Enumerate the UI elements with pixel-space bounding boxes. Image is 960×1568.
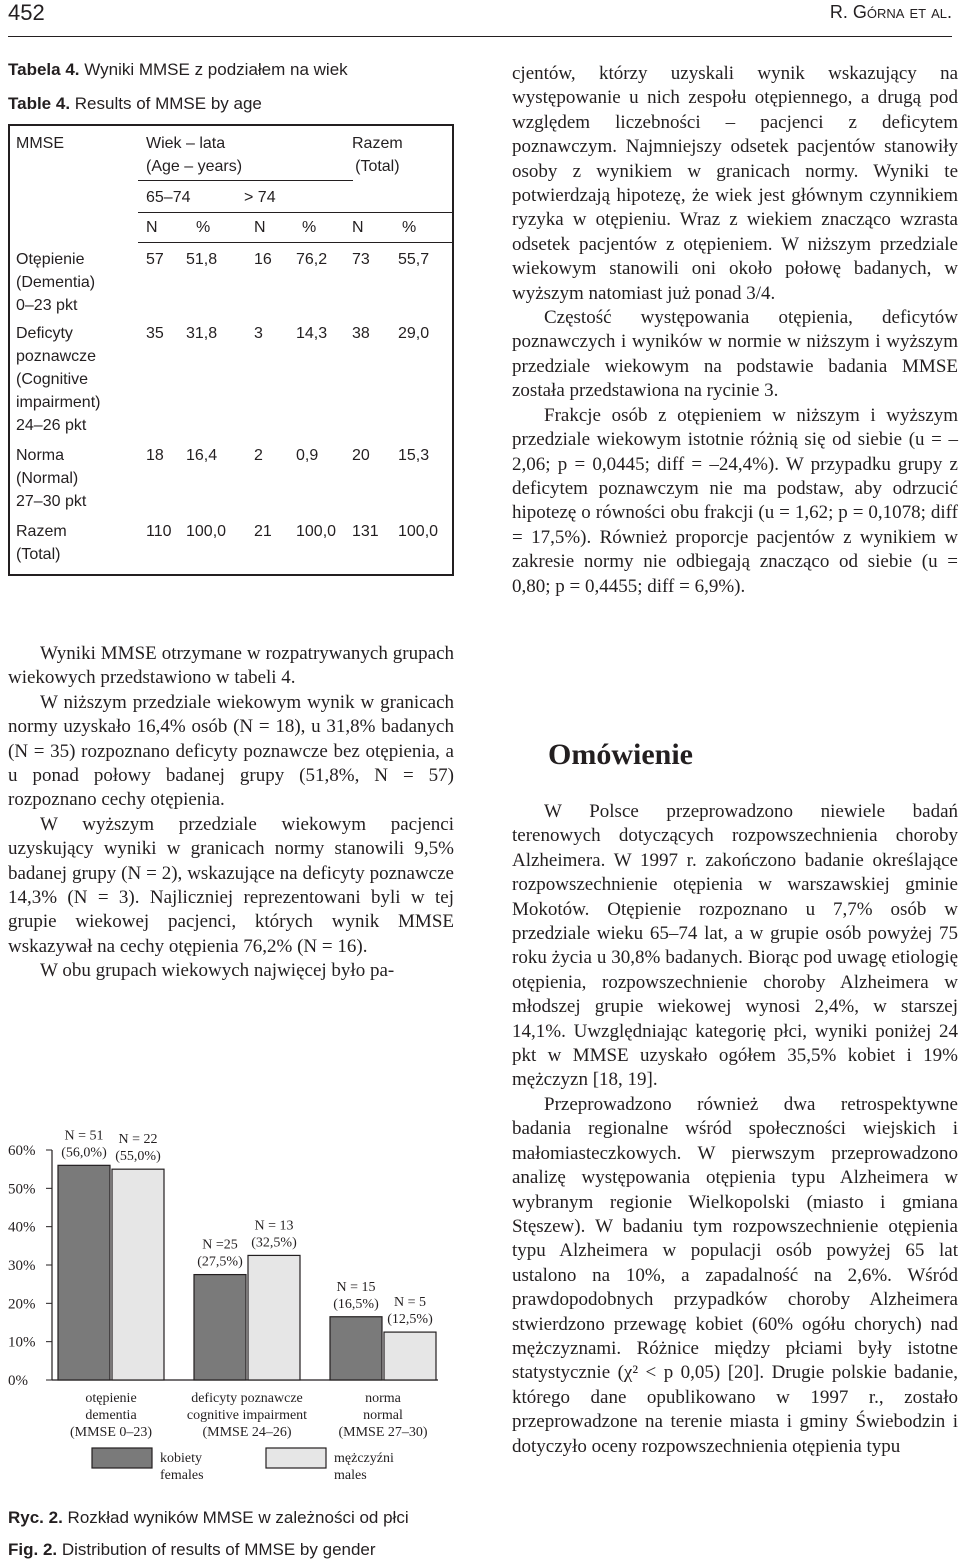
col-header-mmse: MMSE xyxy=(16,135,64,152)
bar xyxy=(194,1275,246,1380)
table-label-en: Table 4. xyxy=(8,94,71,113)
table-label-pl: Tabela 4. xyxy=(8,60,80,79)
table-cell: 131 xyxy=(352,523,379,540)
x-category-label: otępienie dementia (MMSE 0–23) xyxy=(69,1391,153,1440)
figure-label-pl: Ryc. 2. xyxy=(8,1508,63,1527)
table-cell: 100,0 xyxy=(296,523,337,540)
bar-data-label: N = 15 (16,5%) xyxy=(333,1279,379,1312)
table-cell: 76,2 xyxy=(296,251,328,268)
left-column-text xyxy=(8,642,454,984)
paragraph: Częstość występowania otępienia, deficytów poznawczych i wyników w normie w niższym i wyższym przedziale wiekowym na podstawie badania MMSE została przedstawiona na rycinie 3. xyxy=(512,307,958,402)
table-cell: 3 xyxy=(254,325,263,342)
bar xyxy=(58,1165,110,1380)
bar xyxy=(248,1255,300,1380)
right-column-text-1 xyxy=(512,62,958,599)
bar-data-label: N = 5 (12,5%) xyxy=(387,1295,433,1328)
y-tick-label: 30% xyxy=(8,1258,36,1274)
table-cell: 2 xyxy=(254,447,263,464)
paragraph: W niższym przedziale wiekowym wynik w granicach normy uzyskało 16,4% osób (N = 18), u 31,8% badanych (N = 35) rozpoznano deficyty poznawcze bez otępienia, a u ponad połowy badanej grupy (51,8%, N = 57) rozpoznano cechy otępienia. xyxy=(8,691,454,811)
paragraph: Frakcje osób z otępieniem w niższym i wyższym przedziale wiekowym istotnie różnią się od siebie (u = –2,06; p = 0,0445; diff = –24,4%). W przypadku grupy z deficytem poznawczym nie ma podstaw, aby odrzucić hipotezę o równości obu frakcji (u = 1,62; p = 0,1078; diff = 17,5%). Również proporcje pacjentów z wynikiem w zakresie normy nie odbiegają znacząco od siebie (u = 0,80; p = 0,4455; diff = 6,9%). xyxy=(512,404,958,597)
header-rule-2 xyxy=(138,212,453,213)
table-cell: 110 xyxy=(146,523,172,540)
table-title-pl: Wyniki MMSE z podziałem na wiek xyxy=(84,60,348,79)
bar-data-label: N = 51 (56,0%) xyxy=(61,1128,107,1161)
legend-label: mężczyźni males xyxy=(334,1451,394,1483)
table-cell: 100,0 xyxy=(398,523,439,540)
figure-title-pl: Rozkład wyników MMSE w zależności od płci xyxy=(67,1508,409,1527)
table-cell: 51,8 xyxy=(186,251,218,268)
header-rule-1 xyxy=(138,180,353,181)
figure-caption-pl xyxy=(8,1508,409,1528)
table-cell: 31,8 xyxy=(186,325,218,342)
paragraph: Przeprowadzono również dwa retrospektywne badania regionalne wśród społeczności wiejskich i małomiasteczkowych. W pierwszym przeprowadzono analizę występowania otępienia typu Alzheimera w wybranym regionie Wielkopolski (miasto i gmiana Stęszew). W badaniu tym rozpowszechnienie otępienia typu Alzheimera w populacji osób powyżej 65 lat ustalono na 10%, a zapadalność na 2,6%. Wśród prawdopodobnych przypadków choroby Alzheimera stwierdzono przewagę kobiet (60% ogółu chorych) nad mężczyznami. Różnice między płciami były istotne statystycznie (χ² < p 0,05) [20]. Drugie polskie badanie, którego dane opublikowano w 1997 r., zostało przeprowadzone na terenie miasta i gminy Świebodzin i dotyczyło oceny rozpowszechnienia otępienia typu xyxy=(512,1093,958,1457)
bar-data-label: N =25 (27,5%) xyxy=(197,1237,243,1270)
table-cell: 21 xyxy=(254,523,272,540)
sub-header: N xyxy=(352,219,364,236)
table-cell: 35 xyxy=(146,325,164,342)
table-cell: 100,0 xyxy=(186,523,227,540)
col-header-age: Wiek – lata (Age – years) xyxy=(146,135,243,175)
figure-title-en: Distribution of results of MMSE by gender xyxy=(61,1540,376,1559)
page-number: 452 xyxy=(8,0,45,25)
right-column-text-2 xyxy=(512,800,958,1459)
x-category-label: norma normal (MMSE 27–30) xyxy=(338,1391,428,1440)
bar-data-label: N = 22 (55,0%) xyxy=(115,1132,161,1165)
figure-caption-en xyxy=(8,1540,376,1560)
sub-header: % xyxy=(302,219,317,236)
mmse-table xyxy=(8,124,454,576)
legend-label: kobiety females xyxy=(160,1451,204,1483)
sub-header: N xyxy=(254,219,266,236)
y-tick-label: 10% xyxy=(8,1334,36,1351)
sub-header: N xyxy=(146,219,158,236)
legend-swatch xyxy=(266,1448,326,1468)
header-rule-3 xyxy=(138,242,453,243)
running-head-authors: R. Górna et al. xyxy=(829,2,952,22)
legend-swatch xyxy=(92,1448,152,1468)
paragraph: Wyniki MMSE otrzymane w rozpatrywanych grupach wiekowych przedstawiono w tabeli 4. xyxy=(8,643,454,689)
bar xyxy=(330,1317,382,1380)
paragraph: cjentów, którzy uzyskali wynik wskazujący na występowanie u nich zespołu otępiennego, a drugą pod względem liczebności – pacjenci z deficytem poznawczym. Najmniejszy odsetek pacjentów stanowiły osoby z wynikiem w granicach normy. Wyniki te potwierdzają hipotezę, że wiek jest głównym czynnikiem ryzyka w otępieniu. Wraz z wiekiem znacząco wzrasta odsetek pacjentów z otępieniem. W niższym przedziale wiekowym stanowili oni około połowę badanych, w wyższym natomiast już ponad 3/4. xyxy=(512,63,958,304)
paragraph: W wyższym przedziale wiekowym pacjenci uzyskujący wyniki w granicach normy stanowili 9,5% badanej grupy (N = 2), wskazujące na deficyty poznawcze 14,3% (N = 3). Najliczniej reprezentowani byli w tej grupie wiekowej pacjenci, których wynik MMSE wskazywał na cechy otępienia 76,2% (N = 16). xyxy=(8,813,454,957)
mmse-gender-bar-chart xyxy=(0,1122,470,1522)
table-cell: 16,4 xyxy=(186,447,218,464)
x-category-label: deficyty poznawcze cognitive impairment (MMSE 24–26) xyxy=(186,1391,308,1440)
figure-label-en: Fig. 2. xyxy=(8,1540,58,1559)
header-rule xyxy=(8,36,952,37)
table-cell: 18 xyxy=(146,447,164,464)
paragraph: W Polsce przeprowadzono niewiele badań terenowych dotyczących rozpowszechnienia choroby Alzheimera. W 1997 r. zakończono badanie określające rozpowszechnienie otępienia w warszawskiej gminie Mokotów. Otępienie rozpoznano u 7,7% osób w przedziale wieku 65–74 lat, a w grupie osób powyżej 75 roku życia u 30,8% badanych. Biorąc pod uwagę etiologię otępienia, rozpowszechnienie choroby Alzheimera w młodszej grupie wiekowej wynosi 2,4%, w starszej 14,1%. Uwzględniając kategorię płci, wyniki poniżej 24 pkt w MMSE uzyskało ogółem 35,5% kobiet i 19% mężczyzn [18, 19]. xyxy=(512,801,958,1091)
table-cell: 0,9 xyxy=(296,447,319,464)
table-cell: 38 xyxy=(352,325,370,342)
table-cell: 29,0 xyxy=(398,325,430,342)
table-cell: 16 xyxy=(254,251,272,268)
row-label-normal: Norma (Normal) 27–30 pkt xyxy=(16,447,87,510)
paragraph: W obu grupach wiekowych najwięcej było pa- xyxy=(40,960,395,982)
table-cell: 73 xyxy=(352,251,370,268)
table-cell: 15,3 xyxy=(398,447,430,464)
y-tick-label: 50% xyxy=(8,1181,36,1198)
y-tick-label: 20% xyxy=(8,1296,36,1313)
age-group-65-74: 65–74 xyxy=(146,189,191,206)
table-caption-pl xyxy=(8,60,348,80)
age-group-over-74: > 74 xyxy=(244,189,276,206)
sub-header: % xyxy=(196,219,211,236)
row-label-cognitive-impairment: Deficyty poznawcze (Cognitive impairment) 24–26 pkt xyxy=(16,325,101,434)
table-title-en: Results of MMSE by age xyxy=(74,94,262,113)
y-tick-label: 0% xyxy=(8,1373,28,1389)
table-cell: 55,7 xyxy=(398,251,430,268)
bar xyxy=(384,1332,436,1380)
section-heading: Omówienie xyxy=(548,738,693,771)
table-cell: 57 xyxy=(146,251,164,268)
sub-header: % xyxy=(402,219,417,236)
bar-data-label: N = 13 (32,5%) xyxy=(251,1218,297,1251)
col-header-total: Razem (Total) xyxy=(352,135,403,175)
table-caption-en xyxy=(8,94,262,114)
row-label-dementia: Otępienie (Dementia) 0–23 pkt xyxy=(16,251,96,314)
y-tick-label: 60% xyxy=(8,1143,36,1159)
y-tick-label: 40% xyxy=(8,1219,36,1236)
table-cell: 14,3 xyxy=(296,325,328,342)
bar xyxy=(112,1169,164,1380)
table-cell: 20 xyxy=(352,447,370,464)
row-label-total: Razem (Total) xyxy=(16,523,67,563)
